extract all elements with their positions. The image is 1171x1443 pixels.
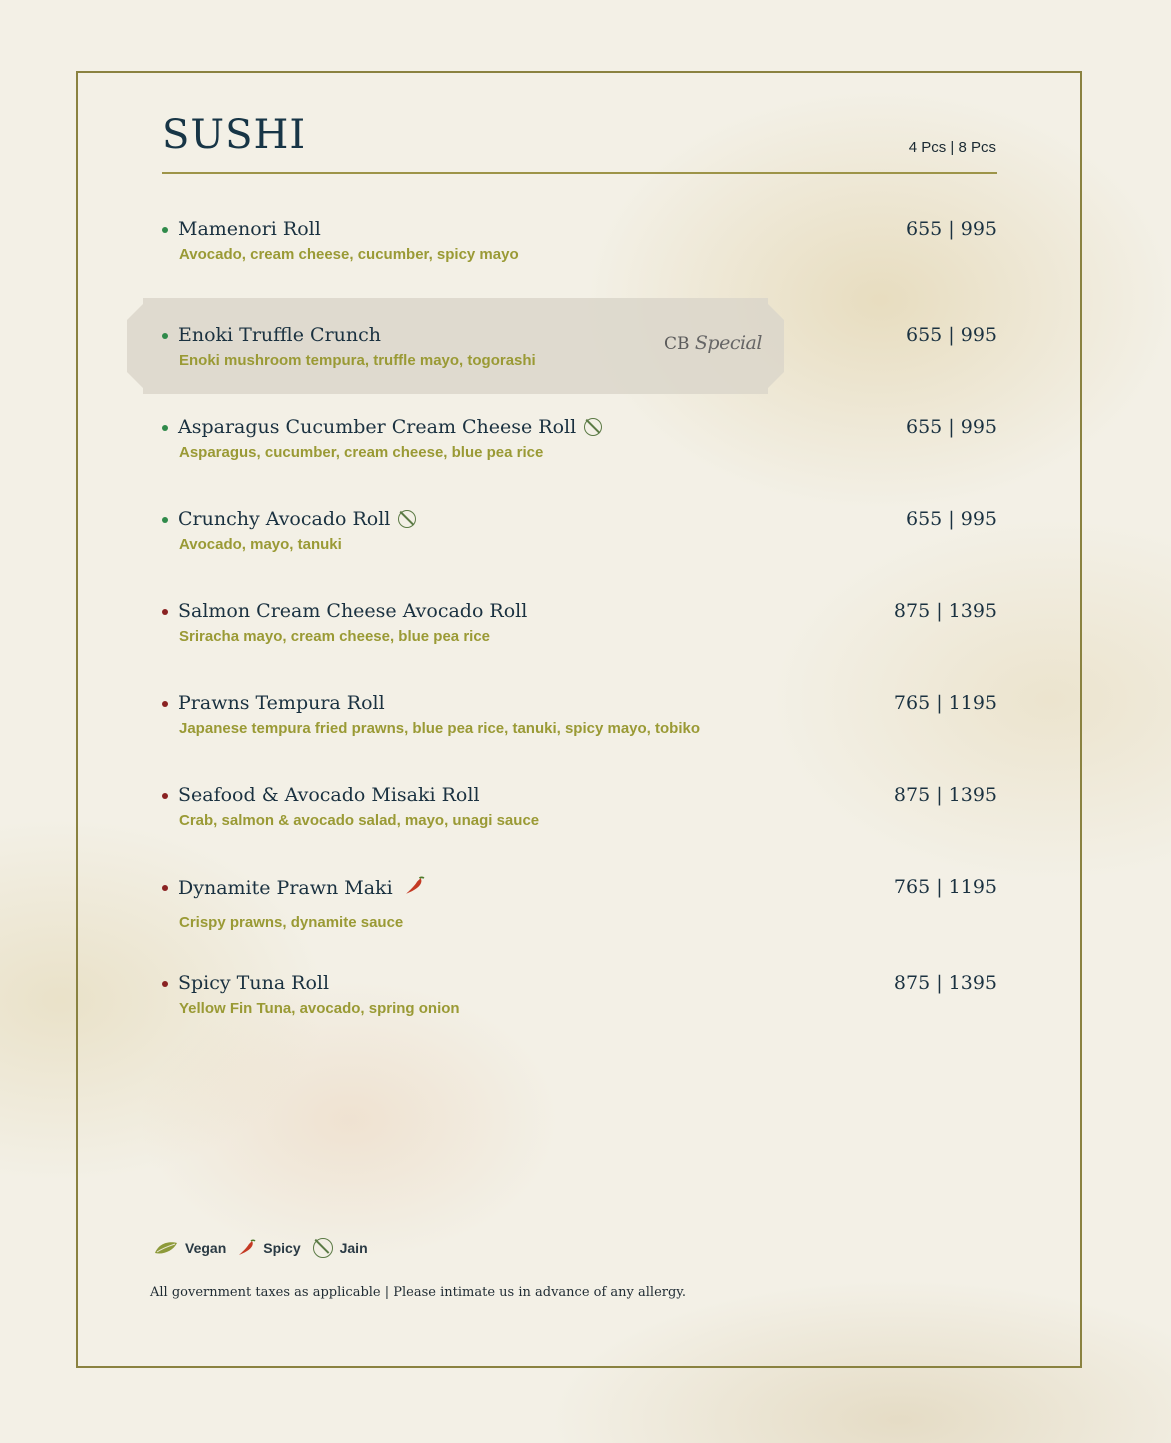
menu-item-price: 875 | 1395 — [893, 972, 997, 994]
menu-item-name-text: Crunchy Avocado Roll — [178, 508, 391, 530]
menu-item-name-text: Dynamite Prawn Maki — [178, 877, 393, 899]
jain-icon — [313, 1238, 333, 1258]
menu-item-name — [178, 692, 385, 714]
menu-item — [162, 876, 997, 931]
menu-item-description: Crab, salmon & avocado salad, mayo, unagi sauce — [179, 812, 540, 829]
nonveg-dot-icon — [162, 885, 168, 891]
menu-item — [162, 692, 997, 737]
pieces-header: 4 Pcs | 8 Pcs — [908, 139, 996, 156]
menu-item-name-text: Mamenori Roll — [178, 218, 321, 240]
menu-item-price: 875 | 1395 — [893, 600, 997, 622]
cb-special-script: Special — [694, 332, 762, 354]
menu-item-line — [162, 600, 997, 628]
nonveg-dot-icon — [162, 701, 168, 707]
chili-icon — [405, 876, 425, 896]
legend-spicy-label: Spicy — [263, 1240, 301, 1256]
menu-item — [162, 972, 997, 1017]
legend-spicy — [238, 1239, 300, 1257]
menu-item-name-text: Spicy Tuna Roll — [178, 972, 330, 994]
menu-item-name-text: Asparagus Cucumber Cream Cheese Roll — [178, 416, 577, 438]
menu-item-line — [162, 416, 997, 444]
menu-item — [162, 416, 997, 461]
menu-item-name — [178, 416, 602, 438]
menu-item-price: 875 | 1395 — [893, 784, 997, 806]
menu-item-description: Avocado, cream cheese, cucumber, spicy mayo — [179, 246, 519, 263]
menu-item-description: Japanese tempura fried prawns, blue pea rice, tanuki, spicy mayo, tobiko — [179, 720, 701, 737]
menu-item-name — [178, 324, 381, 346]
menu-item-price: 655 | 995 — [905, 416, 997, 438]
menu-item-price: 765 | 1195 — [893, 692, 997, 714]
cb-special-prefix: CB — [664, 334, 690, 354]
menu-item-line — [162, 324, 997, 352]
menu-item-line — [162, 692, 997, 720]
legend-vegan-label: Vegan — [185, 1240, 227, 1256]
legend-vegan — [154, 1240, 226, 1256]
menu-item-name-text: Salmon Cream Cheese Avocado Roll — [178, 600, 528, 622]
veg-dot-icon — [162, 517, 168, 523]
menu-item-name — [178, 876, 425, 899]
menu-item-price: 765 | 1195 — [893, 876, 997, 898]
menu-item-name — [178, 600, 527, 622]
menu-item-description: Yellow Fin Tuna, avocado, spring onion — [179, 1000, 460, 1017]
legend — [154, 1238, 380, 1258]
menu-item-price: 655 | 995 — [905, 218, 997, 240]
menu-item — [162, 600, 997, 645]
nonveg-dot-icon — [162, 609, 168, 615]
menu-item-line — [162, 508, 997, 536]
menu-item-name — [178, 784, 480, 806]
menu-item-description: Sriracha mayo, cream cheese, blue pea rice — [179, 628, 491, 645]
menu-item-line — [162, 876, 997, 904]
veg-dot-icon — [162, 333, 168, 339]
menu-item — [162, 324, 997, 369]
legend-jain-label: Jain — [339, 1240, 368, 1256]
nonveg-dot-icon — [162, 981, 168, 987]
menu-item-price: 655 | 995 — [905, 324, 997, 346]
legend-jain — [313, 1238, 368, 1258]
menu-item-name — [178, 972, 329, 994]
menu-item-description: Crispy prawns, dynamite sauce — [179, 914, 404, 931]
menu-item — [162, 508, 997, 553]
menu-item-name — [178, 218, 321, 240]
leaf-icon — [154, 1241, 178, 1255]
menu-item-line — [162, 972, 997, 1000]
menu-item — [162, 218, 997, 263]
menu-item-description: Avocado, mayo, tanuki — [179, 536, 342, 553]
jain-icon — [584, 418, 602, 436]
menu-item-description: Asparagus, cucumber, cream cheese, blue pea rice — [179, 444, 544, 461]
title-divider — [162, 172, 997, 174]
menu-item-name — [178, 508, 416, 530]
menu-item-line — [162, 784, 997, 812]
veg-dot-icon — [162, 227, 168, 233]
chili-icon — [238, 1239, 256, 1257]
menu-item-name-text: Seafood & Avocado Misaki Roll — [178, 784, 480, 806]
menu-item — [162, 784, 997, 829]
veg-dot-icon — [162, 425, 168, 431]
menu-item-description: Enoki mushroom tempura, truffle mayo, togorashi — [179, 352, 536, 369]
nonveg-dot-icon — [162, 793, 168, 799]
menu-item-price: 655 | 995 — [905, 508, 997, 530]
footer-note: All government taxes as applicable | Please intimate us in advance of any allergy. — [150, 1285, 687, 1300]
menu-item-name-text: Enoki Truffle Crunch — [178, 324, 381, 346]
section-title: SUSHI — [162, 112, 307, 158]
jain-icon — [398, 510, 416, 528]
menu-item-line — [162, 218, 997, 246]
menu-item-name-text: Prawns Tempura Roll — [178, 692, 385, 714]
